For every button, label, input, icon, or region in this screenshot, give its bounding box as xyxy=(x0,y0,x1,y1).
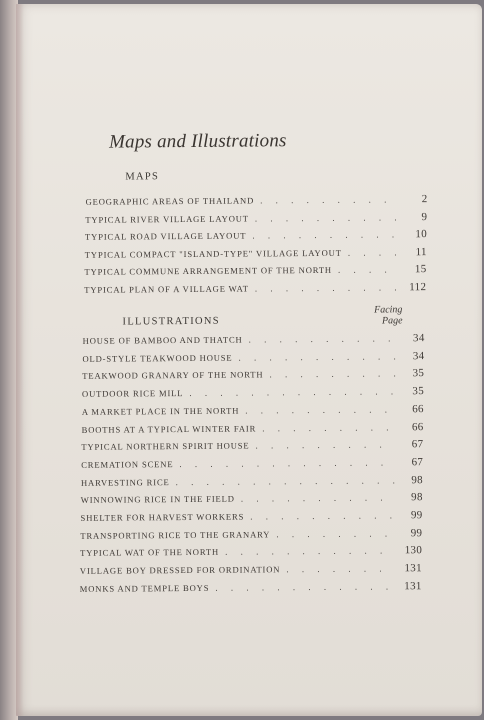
page-number: 99 xyxy=(410,526,423,539)
illustration-entry xyxy=(83,332,425,349)
illustration-entry xyxy=(82,403,424,420)
illustration-entry xyxy=(80,527,422,544)
illustration-entry xyxy=(82,421,424,438)
page-number: 34 xyxy=(412,349,425,362)
entry-label: TYPICAL COMMUNE ARRANGEMENT OF THE NORTH xyxy=(84,264,332,277)
dot-leader xyxy=(245,404,396,415)
entry-label: HARVESTING RICE xyxy=(80,476,170,488)
dot-leader xyxy=(249,333,397,344)
entry-label: TEAKWOOD GRANARY OF THE NORTH xyxy=(82,369,264,382)
facing-label: Facing xyxy=(374,304,403,316)
map-entry xyxy=(86,193,428,210)
dot-leader xyxy=(215,581,393,592)
dot-leader xyxy=(255,212,399,223)
entry-label: OLD-STYLE TEAKWOOD HOUSE xyxy=(82,352,233,364)
entry-label: TYPICAL COMPACT "ISLAND-TYPE" VILLAGE LAYOUT xyxy=(84,247,342,260)
page-number: 67 xyxy=(411,456,424,469)
entry-label: BOOTHS AT A TYPICAL WINTER FAIR xyxy=(81,422,257,435)
illustration-entry xyxy=(80,545,422,562)
dot-leader xyxy=(348,247,399,257)
entry-label: VILLAGE BOY DRESSED FOR ORDINATION xyxy=(79,564,281,576)
illustrations-heading: ILLUSTRATIONS xyxy=(122,315,220,328)
entry-label: TYPICAL PLAN OF A VILLAGE WAT xyxy=(84,283,249,295)
entry-label: TYPICAL WAT OF THE NORTH xyxy=(80,547,220,559)
map-entry xyxy=(85,246,427,263)
dot-leader xyxy=(241,493,395,504)
dot-leader xyxy=(238,351,396,362)
dot-leader xyxy=(255,282,398,293)
page-label: Page xyxy=(381,315,403,327)
page-number: 9 xyxy=(421,210,428,223)
illustration-entry xyxy=(80,580,422,597)
dot-leader xyxy=(179,457,395,469)
page-number: 99 xyxy=(410,509,423,522)
facing-page-heading xyxy=(362,304,402,326)
page-number: 131 xyxy=(404,562,422,575)
illustration-entry xyxy=(81,456,423,473)
page-number: 35 xyxy=(412,385,425,398)
page-number: 66 xyxy=(412,402,424,416)
page-number: 130 xyxy=(404,544,423,557)
dot-leader xyxy=(338,264,399,274)
page-number: 34 xyxy=(412,332,425,345)
illustration-entry xyxy=(82,385,424,402)
page-number: 98 xyxy=(411,491,423,504)
page-number: 11 xyxy=(415,245,427,258)
dot-leader xyxy=(176,475,395,487)
page-title: Maps and Illustrations xyxy=(109,130,287,153)
entry-label: TYPICAL ROAD VILLAGE LAYOUT xyxy=(84,230,247,242)
illustration-entry xyxy=(81,491,423,508)
illustration-entry xyxy=(80,562,422,579)
dot-leader xyxy=(225,546,394,557)
entry-label: SHELTER FOR HARVEST WORKERS xyxy=(80,511,245,523)
illustration-entry xyxy=(82,368,424,385)
dot-leader xyxy=(276,528,394,539)
map-entry xyxy=(84,263,426,280)
page-number: 112 xyxy=(409,280,427,293)
entry-label: TYPICAL NORTHERN SPIRIT HOUSE xyxy=(81,440,250,453)
page-number: 10 xyxy=(415,228,428,241)
map-entry xyxy=(85,228,427,245)
entry-label: A MARKET PLACE IN THE NORTH xyxy=(81,405,240,417)
dot-leader xyxy=(250,510,394,521)
entry-label: HOUSE OF BAMBOO AND THATCH xyxy=(82,334,243,346)
map-entry xyxy=(84,281,426,298)
entry-label: OUTDOOR RICE MILL xyxy=(81,388,184,399)
illustration-entry xyxy=(81,438,423,455)
page-number: 66 xyxy=(411,420,424,433)
map-entry xyxy=(85,211,427,228)
dot-leader xyxy=(286,563,394,574)
dot-leader xyxy=(189,386,396,398)
page-number: 67 xyxy=(411,438,424,451)
entry-label: TRANSPORTING RICE TO THE GRANARY xyxy=(80,529,271,541)
dot-leader xyxy=(269,369,396,380)
entry-label: GEOGRAPHIC AREAS OF THAILAND xyxy=(85,195,255,207)
entry-label: MONKS AND TEMPLE BOYS xyxy=(79,582,210,594)
page-number: 15 xyxy=(414,263,427,276)
dot-leader xyxy=(252,229,399,240)
illustration-entry xyxy=(82,350,424,367)
maps-heading: MAPS xyxy=(125,171,160,183)
dot-leader xyxy=(260,194,400,205)
list-of-maps-and-illustrations xyxy=(58,1,428,594)
page-number: 35 xyxy=(412,367,425,380)
book-page xyxy=(16,4,482,716)
page-number: 98 xyxy=(411,473,423,486)
entry-label: WINNOWING RICE IN THE FIELD xyxy=(80,493,235,506)
dot-leader xyxy=(262,422,395,433)
dot-leader xyxy=(255,440,395,451)
page-number: 131 xyxy=(404,579,422,593)
illustration-entry xyxy=(81,474,423,491)
entry-label: TYPICAL RIVER VILLAGE LAYOUT xyxy=(85,213,249,225)
entry-label: CREMATION SCENE xyxy=(81,458,174,470)
page-number: 2 xyxy=(421,193,428,206)
illustration-entry xyxy=(80,509,422,526)
